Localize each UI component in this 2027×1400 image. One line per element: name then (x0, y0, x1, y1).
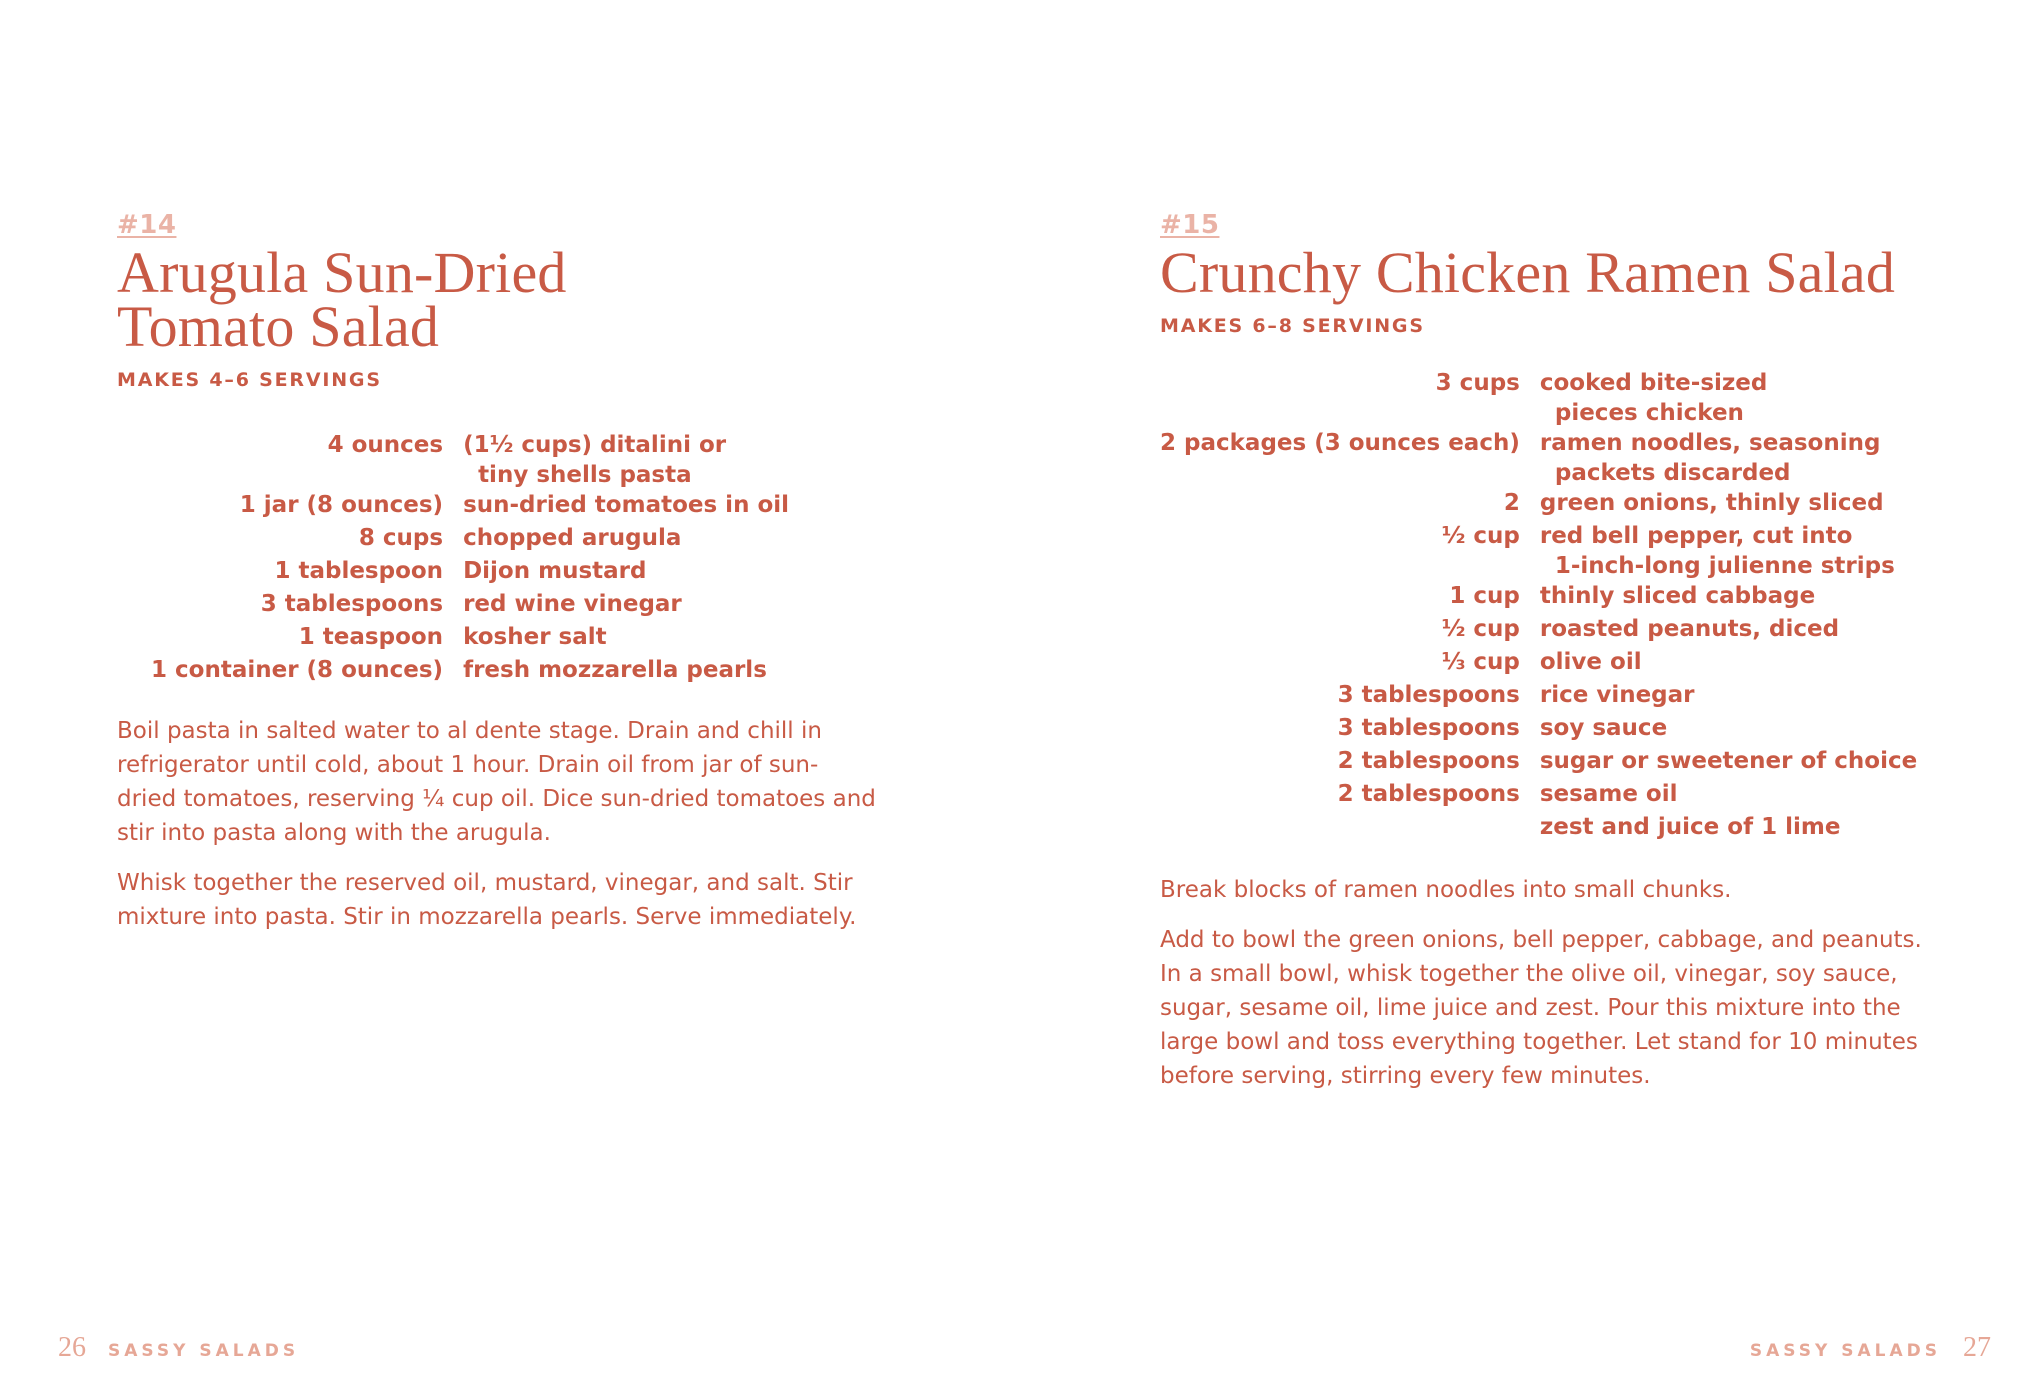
ingredient-item: rice vinegar (1539, 682, 1695, 708)
ingredient-item: red wine vinegar (463, 591, 682, 617)
method (1160, 873, 1950, 1093)
ingredient-row (151, 430, 789, 490)
ingredient-qty: 2 packages (3 ounces each) (1160, 430, 1520, 456)
recipe-number: #15 (1160, 210, 1220, 240)
ingredient-item: soy sauce (1539, 715, 1668, 741)
recipe-title (117, 240, 897, 359)
right-page (1013, 0, 2027, 1400)
page-footer (58, 1332, 299, 1364)
ingredient-row (151, 622, 789, 655)
ingredient-item: Dijon mustard (463, 558, 647, 584)
ingredient-row (1160, 488, 1917, 521)
ingredient-row (1160, 614, 1917, 647)
ingredient-qty: 1 teaspoon (298, 624, 444, 650)
ingredient-row (1160, 680, 1917, 713)
ingredient-row (151, 589, 789, 622)
ingredient-qty: 8 cups (358, 525, 444, 551)
ingredient-qty: ½ cup (1441, 616, 1520, 642)
page-number: 26 (58, 1332, 86, 1363)
ingredient-item: roasted peanuts, diced (1539, 616, 1840, 642)
ingredient-item-text: red bell pepper, cut into (1539, 523, 1853, 549)
ingredient-qty: 1 container (8 ounces) (151, 657, 444, 683)
left-page (0, 0, 1013, 1400)
recipe-title: Crunchy Chicken Ramen Salad (1160, 240, 1896, 305)
ingredient-row (1160, 581, 1917, 614)
servings: MAKES 4–6 SERVINGS (117, 369, 382, 391)
ingredient-item: zest and juice of 1 lime (1539, 814, 1841, 840)
method (117, 714, 877, 934)
ingredient-qty: 1 tablespoon (274, 558, 444, 584)
ingredient-row (1160, 779, 1917, 812)
ingredient-list (1160, 368, 1917, 845)
ingredient-item (461, 430, 789, 490)
ingredient-row (1160, 521, 1917, 581)
ingredient-qty: 3 cups (1435, 370, 1520, 396)
ingredient-item: kosher salt (463, 624, 607, 650)
ingredient-row (1160, 746, 1917, 779)
ingredient-qty: 1 jar (8 ounces) (239, 492, 444, 518)
recipe-number: #14 (117, 210, 177, 240)
method-paragraph: Whisk together the reserved oil, mustard, vinegar, and salt. Stir mixture into pasta. Stir in mozzarella pearls. Serve immediately. (117, 870, 857, 930)
ingredient-qty: 2 tablespoons (1337, 748, 1520, 774)
page-footer (1750, 1332, 1991, 1364)
ingredient-item: sugar or sweetener of choice (1539, 748, 1918, 774)
ingredient-qty: ½ cup (1441, 523, 1520, 549)
ingredient-qty: 3 tablespoons (1337, 715, 1520, 741)
ingredient-item (1538, 521, 1917, 581)
ingredient-item: sesame oil (1539, 781, 1678, 807)
ingredient-item: green onions, thinly sliced (1539, 490, 1884, 516)
ingredient-item-text: ramen noodles, seasoning (1539, 430, 1881, 456)
ingredient-item-text: (1½ cups) ditalini or (463, 432, 727, 458)
ingredient-qty: 3 tablespoons (1337, 682, 1520, 708)
ingredient-row (1160, 647, 1917, 680)
ingredient-item: chopped arugula (463, 525, 682, 551)
ingredient-list (151, 430, 789, 688)
method-paragraph: Break blocks of ramen noodles into small chunks. (1160, 877, 1732, 903)
ingredient-item-text: cooked bite-sized (1539, 370, 1768, 396)
ingredient-row (1160, 428, 1917, 488)
method-paragraph: Boil pasta in salted water to al dente stage. Drain and chill in refrigerator until cold, about 1 hour. Drain oil from jar of sun-dried tomatoes, reserving ¼ cup oil. Dice sun-dried tomatoes and stir into pasta along with the arugula. (117, 718, 876, 846)
ingredient-item: fresh mozzarella pearls (463, 657, 767, 683)
ingredient-item-cont: 1-inch-long julienne strips (1554, 553, 1895, 579)
ingredient-row (151, 556, 789, 589)
ingredient-item-cont: packets discarded (1554, 460, 1791, 486)
ingredient-row (1160, 713, 1917, 746)
ingredient-qty: 4 ounces (327, 432, 444, 458)
recipe-title-line2: Tomato Salad (117, 294, 440, 359)
ingredient-item: sun-dried tomatoes in oil (463, 492, 790, 518)
ingredient-item: olive oil (1539, 649, 1642, 675)
servings: MAKES 6–8 SERVINGS (1160, 315, 1425, 337)
ingredient-qty: ⅓ cup (1441, 649, 1520, 675)
ingredient-row (151, 523, 789, 556)
page-number: 27 (1963, 1332, 1991, 1363)
recipe-arugula (117, 208, 897, 950)
ingredient-qty: 3 tablespoons (260, 591, 444, 617)
ingredient-row (151, 655, 789, 688)
ingredient-qty (1160, 812, 1538, 845)
running-head: SASSY SALADS (1749, 1341, 1941, 1361)
ingredient-item (1538, 428, 1917, 488)
ingredient-item-cont: tiny shells pasta (478, 462, 692, 488)
running-head: SASSY SALADS (108, 1341, 300, 1361)
recipe-ramen (1160, 208, 1960, 1109)
method-paragraph: Add to bowl the green onions, bell pepper, cabbage, and peanuts. In a small bowl, whisk together the olive oil, vinegar, soy sauce, sugar, sesame oil, lime juice and zest. Pour this mixture into the large bowl and toss everything together. Let stand for 10 minutes before serving, stirring every few minutes. (1160, 927, 1922, 1089)
ingredient-item: thinly sliced cabbage (1539, 583, 1816, 609)
ingredient-item-cont: pieces chicken (1554, 400, 1744, 426)
ingredient-qty: 2 tablespoons (1337, 781, 1520, 807)
ingredient-qty: 2 (1503, 490, 1520, 516)
ingredient-row (151, 490, 789, 523)
ingredient-row (1160, 812, 1917, 845)
ingredient-item (1538, 368, 1917, 428)
recipe-title-line1: Arugula Sun-Dried (117, 240, 567, 305)
ingredient-row (1160, 368, 1917, 428)
ingredient-qty: 1 cup (1449, 583, 1520, 609)
